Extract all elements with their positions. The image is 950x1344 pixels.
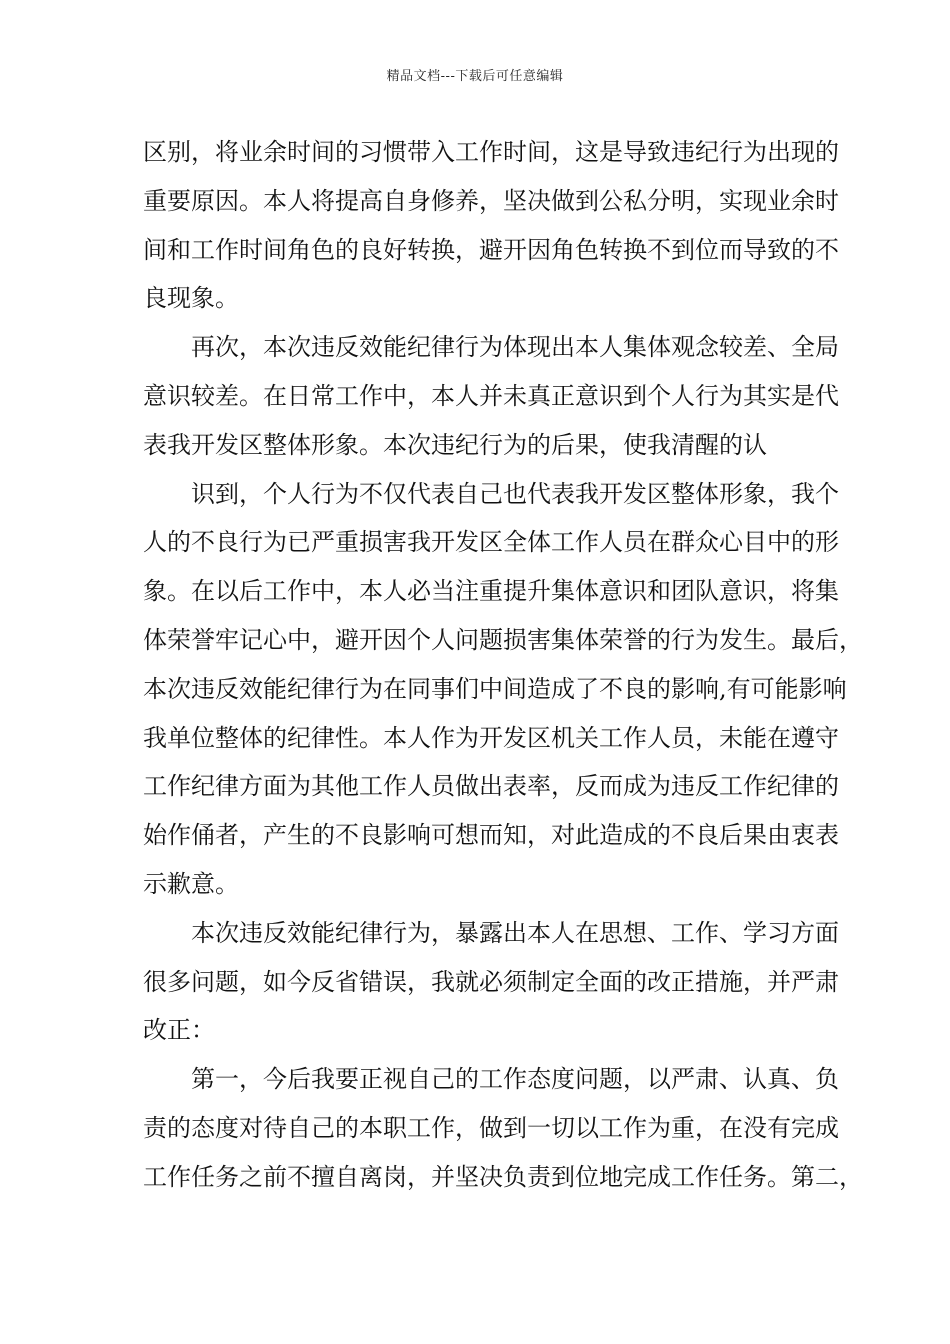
text-line: 重要原因。本人将提高自身修养，坚决做到公私分明，实现业余时 bbox=[143, 186, 839, 215]
text-line: 工作任务之前不擅自离岗，并坚决负责到位地完成工作任务。第二， bbox=[143, 1162, 863, 1191]
text-line: 工作纪律方面为其他工作人员做出表率，反而成为违反工作纪律的 bbox=[143, 772, 839, 801]
text-line: 象。在以后工作中，本人必当注重提升集体意识和团队意识，将集 bbox=[143, 577, 839, 606]
page-header: 精品文档---下载后可任意编辑 bbox=[386, 69, 564, 84]
text-line: 改正： bbox=[143, 1016, 215, 1045]
text-line: 本次违反效能纪律行为在同事们中间造成了不良的影响,有可能影响 bbox=[143, 674, 847, 703]
document-body bbox=[143, 128, 863, 1202]
text-line: 区别，将业余时间的习惯带入工作时间，这是导致违纪行为出现的 bbox=[143, 138, 839, 166]
text-line: 示歉意。 bbox=[143, 869, 239, 898]
text-line: 识到，个人行为不仅代表自己也代表我开发区整体形象，我个 bbox=[191, 479, 839, 508]
text-line: 始作俑者，产生的不良影响可想而知，对此造成的不良后果由衷表 bbox=[143, 821, 839, 850]
text-line: 第一，今后我要正视自己的工作态度问题，以严肃、认真、负 bbox=[191, 1065, 839, 1094]
text-line: 表我开发区整体形象。本次违纪行为的后果，使我清醒的认 bbox=[143, 430, 767, 459]
text-line: 良现象。 bbox=[143, 284, 239, 313]
text-line: 体荣誉牢记心中，避开因个人问题损害集体荣誉的行为发生。最后， bbox=[143, 625, 863, 654]
text-line: 我单位整体的纪律性。本人作为开发区机关工作人员，未能在遵守 bbox=[143, 723, 839, 752]
text-line: 再次，本次违反效能纪律行为体现出本人集体观念较差、全局 bbox=[191, 333, 839, 362]
text-line: 意识较差。在日常工作中，本人并未真正意识到个人行为其实是代 bbox=[143, 381, 839, 410]
text-line: 间和工作时间角色的良好转换，避开因角色转换不到位而导致的不 bbox=[143, 235, 839, 264]
text-line: 责的态度对待自己的本职工作，做到一切以工作为重，在没有完成 bbox=[143, 1113, 839, 1142]
text-line: 人的不良行为已严重损害我开发区全体工作人员在群众心目中的形 bbox=[143, 528, 839, 557]
text-line: 本次违反效能纪律行为，暴露出本人在思想、工作、学习方面 bbox=[191, 918, 839, 947]
text-line: 很多问题，如今反省错误，我就必须制定全面的改正措施，并严肃 bbox=[143, 967, 839, 996]
